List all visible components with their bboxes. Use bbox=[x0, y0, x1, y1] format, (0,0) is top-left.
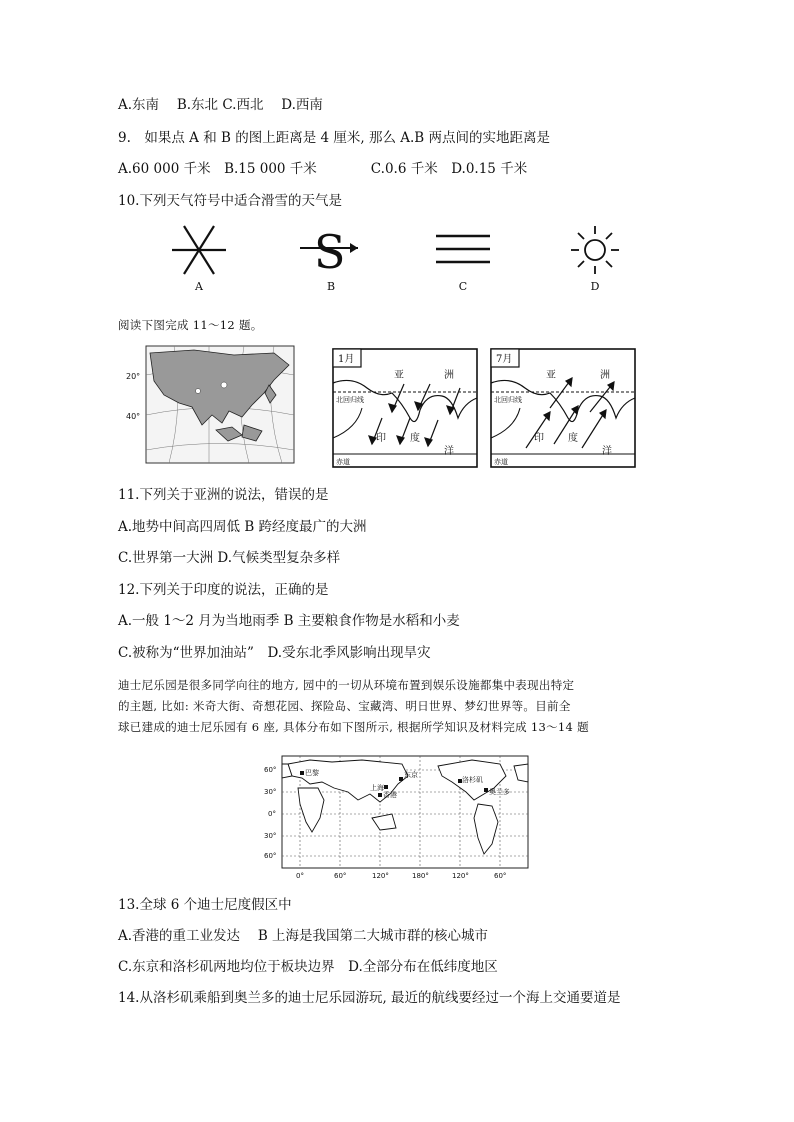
q13-stem: 13.全球 6 个迪士尼度假区中 bbox=[118, 897, 292, 913]
asia-lat-20: 20° bbox=[126, 372, 141, 381]
q11-option-ab: A.地势中间高四周低 B 跨经度最广的大洲 bbox=[118, 519, 367, 535]
jan-ocean-1: 印 bbox=[376, 433, 386, 444]
place-paris: 巴黎 bbox=[305, 769, 319, 777]
q14-stem: 14.从洛杉矶乘船到奥兰多的迪士尼乐园游玩, 最近的航线要经过一个海上交通要道是 bbox=[118, 990, 621, 1006]
q13-option-cd: C.东京和洛杉矶两地均位于板块边界 D.全部分布在低纬度地区 bbox=[118, 959, 498, 975]
world-lat-30s: 30° bbox=[264, 832, 277, 840]
world-lon-120e: 120° bbox=[372, 872, 389, 880]
place-shanghai: 上海 bbox=[370, 784, 384, 792]
world-lon-60e: 60° bbox=[334, 872, 347, 880]
symbol-label-c: C bbox=[458, 280, 468, 293]
passage-line-2: 的主题, 比如: 米奇大街、奇想花园、探险岛、宝藏湾、明日世界、梦幻世界等。目前全 bbox=[118, 699, 571, 713]
jan-month-label: 1月 bbox=[338, 354, 355, 365]
sandstorm-icon bbox=[296, 222, 366, 282]
symbol-label-d: D bbox=[590, 280, 600, 293]
world-lon-120w: 120° bbox=[452, 872, 469, 880]
svg-text:S: S bbox=[314, 225, 346, 279]
world-lat-30n: 30° bbox=[264, 788, 277, 796]
jul-continent-2: 洲 bbox=[600, 370, 610, 381]
place-orlando: 奥兰多 bbox=[489, 788, 510, 796]
q9-options: A.60 000 千米 B.15 000 千米 C.0.6 千米 D.0.15 千米 bbox=[118, 161, 528, 177]
jul-tropic-label: 北回归线 bbox=[494, 396, 522, 404]
jul-continent-1: 亚 bbox=[546, 370, 556, 381]
q13-option-ab: A.香港的重工业发达 B 上海是我国第二大城市群的核心城市 bbox=[118, 928, 489, 944]
place-los-angeles: 洛杉矶 bbox=[462, 776, 483, 784]
monsoon-map-july bbox=[490, 348, 636, 468]
place-tokyo: 东京 bbox=[404, 771, 418, 779]
q12-stem: 12.下列关于印度的说法，正确的是 bbox=[118, 582, 329, 598]
asia-lat-40: 40° bbox=[126, 412, 141, 421]
monsoon-map-january bbox=[332, 348, 478, 468]
world-lon-0: 0° bbox=[296, 872, 304, 880]
sunny-icon bbox=[560, 222, 630, 282]
world-lon-60w: 60° bbox=[494, 872, 507, 880]
q11-stem: 11.下列关于亚洲的说法，错误的是 bbox=[118, 487, 329, 503]
q9-stem: 9. 如果点 A 和 B 的图上距离是 4 厘米, 那么 A.B 两点间的实地距离是 bbox=[118, 130, 551, 146]
symbol-label-a: A bbox=[195, 280, 203, 293]
q12-option-cd: C.被称为“世界加油站” D.受东北季风影响出现旱灾 bbox=[118, 645, 431, 661]
q10-stem: 10.下列天气符号中适合滑雪的天气是 bbox=[118, 193, 342, 209]
asia-map bbox=[124, 345, 296, 465]
jan-continent-2: 洲 bbox=[444, 370, 454, 381]
jul-ocean-3: 洋 bbox=[602, 446, 612, 457]
symbol-label-b: B bbox=[326, 280, 336, 293]
jul-equator-label: 赤道 bbox=[494, 458, 508, 466]
jul-month-label: 7月 bbox=[496, 354, 513, 365]
place-hong-kong: 香港 bbox=[383, 791, 397, 799]
jan-continent-1: 亚 bbox=[394, 370, 404, 381]
q12-option-ab: A.一般 1～2 月为当地雨季 B 主要粮食作物是水稻和小麦 bbox=[118, 613, 460, 629]
world-disney-map bbox=[262, 752, 532, 882]
q11-option-cd: C.世界第一大洲 D.气候类型复杂多样 bbox=[118, 550, 341, 566]
passage-line-3: 球已建成的迪士尼乐园有 6 座, 具体分布如下图所示, 根据所学知识及材料完成 13～14 题 bbox=[118, 720, 589, 734]
passage-line-1: 迪士尼乐园是很多同学向往的地方, 园中的一切从环境布置到娱乐设施都集中表现出特定 bbox=[118, 678, 575, 692]
snow-icon bbox=[164, 222, 234, 282]
jul-ocean-1: 印 bbox=[534, 433, 544, 444]
jul-ocean-2: 度 bbox=[568, 433, 578, 444]
jan-tropic-label: 北回归线 bbox=[336, 396, 364, 404]
q8-options: A.东南 B.东北 C.西北 D.西南 bbox=[118, 97, 323, 113]
world-lat-0: 0° bbox=[268, 810, 276, 818]
world-lat-60n: 60° bbox=[264, 766, 277, 774]
jan-equator-label: 赤道 bbox=[336, 458, 350, 466]
intro-11-12: 阅读下图完成 11～12 题。 bbox=[118, 318, 263, 332]
jan-ocean-3: 洋 bbox=[444, 446, 454, 457]
world-lon-180: 180° bbox=[412, 872, 429, 880]
world-lat-60s: 60° bbox=[264, 852, 277, 860]
jan-ocean-2: 度 bbox=[410, 433, 420, 444]
fog-icon bbox=[428, 222, 498, 282]
